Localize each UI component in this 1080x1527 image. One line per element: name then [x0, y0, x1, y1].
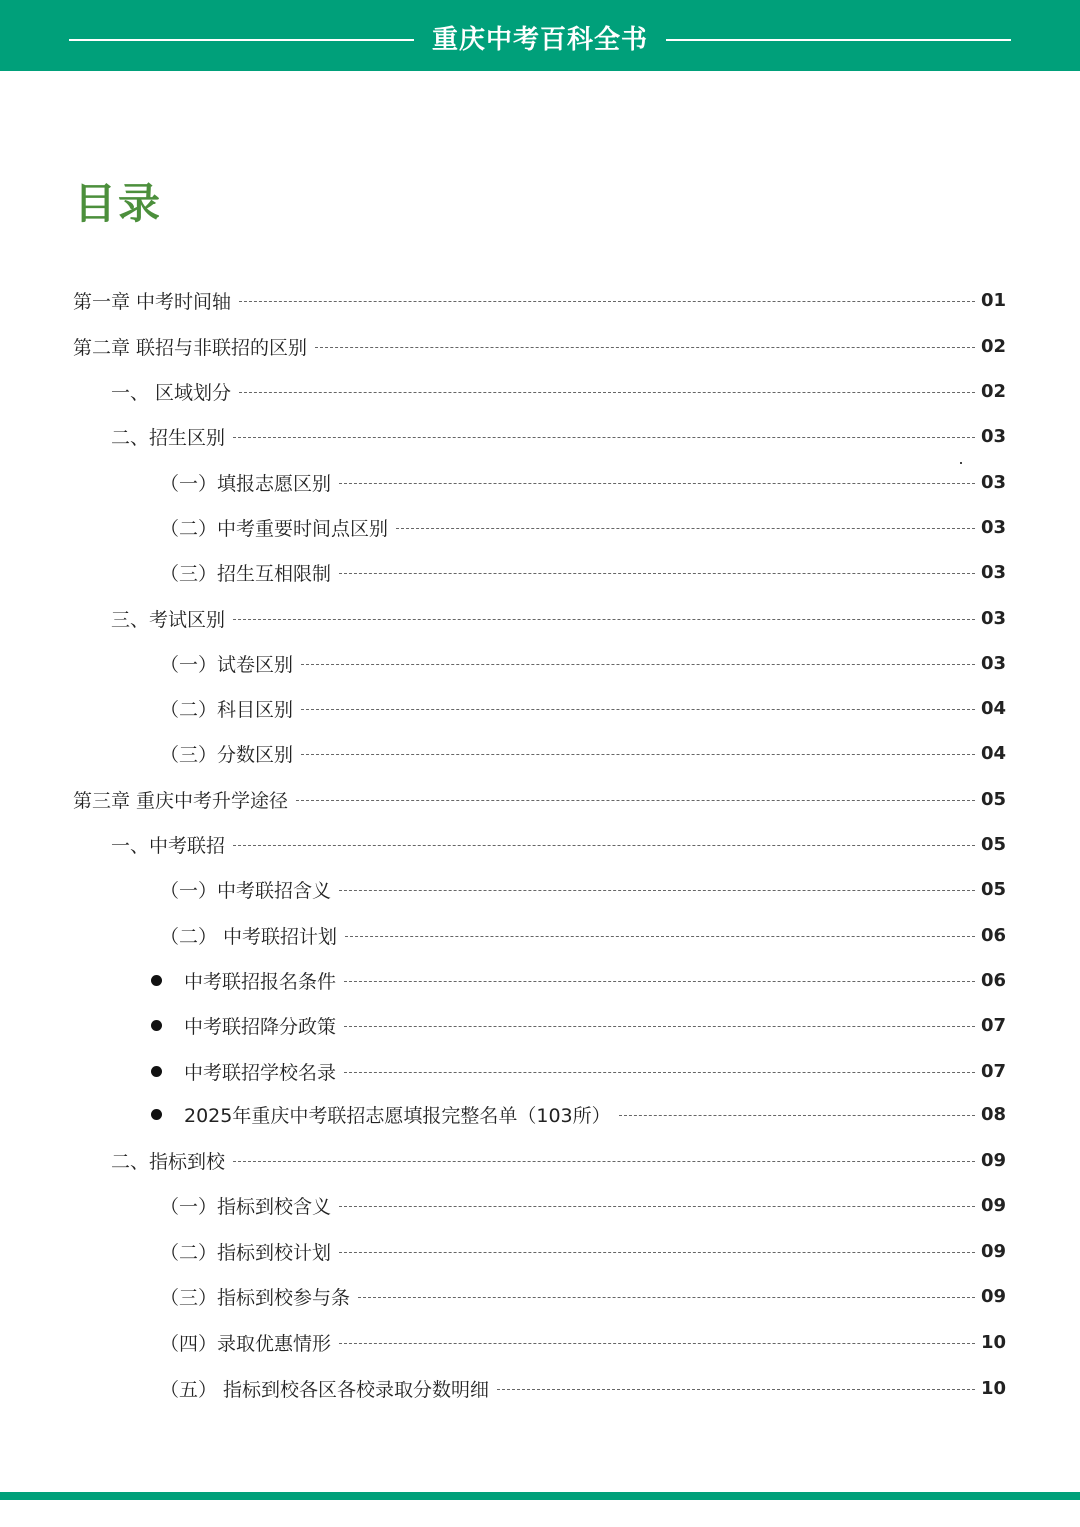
- toc-entry-page: 04: [981, 697, 1007, 719]
- toc-entry-page: 09: [981, 1285, 1007, 1307]
- toc-entry-title: 二、指标到校: [111, 1150, 226, 1173]
- header-title: 重庆中考百科全书: [431, 25, 648, 55]
- toc-entry[interactable]: [0, 645, 1080, 681]
- toc-entry[interactable]: [0, 418, 1080, 454]
- toc-entry[interactable]: [0, 871, 1080, 907]
- dotted-leader: [344, 981, 975, 982]
- dotted-leader: [315, 347, 975, 348]
- toc-entry-title: 一、 区域划分: [111, 381, 232, 404]
- toc-entry-title: 一、中考联招: [111, 834, 226, 857]
- toc-entry[interactable]: [0, 735, 1080, 771]
- toc-entry[interactable]: [0, 1007, 1080, 1043]
- dotted-leader: [301, 754, 975, 755]
- toc-entry[interactable]: [0, 282, 1080, 318]
- toc-entry-page: 03: [981, 607, 1007, 629]
- bullet-icon: [151, 1066, 162, 1077]
- dotted-leader: [344, 1026, 975, 1027]
- dotted-leader: [344, 1072, 975, 1073]
- toc-entry-title: 第二章 联招与非联招的区别: [73, 336, 308, 359]
- stray-dot: [960, 462, 962, 464]
- toc-entry-title: 中考联招报名条件: [184, 970, 337, 993]
- toc-entry-page: 03: [981, 425, 1007, 447]
- toc-entry-page: 03: [981, 516, 1007, 538]
- toc-entry[interactable]: [0, 554, 1080, 590]
- toc-entry-page: 10: [981, 1331, 1007, 1353]
- dotted-leader: [233, 1161, 975, 1162]
- toc-entry-page: 02: [981, 335, 1007, 357]
- dotted-leader: [301, 709, 975, 710]
- toc-entry-title: 二、招生区别: [111, 426, 226, 449]
- toc-entry-title: 2025年重庆中考联招志愿填报完整名单（103所）: [184, 1104, 611, 1127]
- toc-heading: 目录: [74, 179, 163, 228]
- toc-entry[interactable]: [0, 373, 1080, 409]
- bullet-icon: [151, 1109, 162, 1120]
- dotted-leader: [233, 619, 975, 620]
- dotted-leader: [239, 392, 975, 393]
- toc-entry-page: 06: [981, 924, 1007, 946]
- toc-entry[interactable]: [0, 690, 1080, 726]
- toc-entry[interactable]: [0, 1233, 1080, 1269]
- dotted-leader: [339, 573, 975, 574]
- toc-entry-title: 第一章 中考时间轴: [73, 290, 232, 313]
- dotted-leader: [233, 437, 975, 438]
- toc-entry[interactable]: [0, 917, 1080, 953]
- toc-entry-page: 10: [981, 1377, 1007, 1399]
- toc-entry[interactable]: [0, 328, 1080, 364]
- toc-entry-page: 03: [981, 652, 1007, 674]
- toc-entry[interactable]: [0, 962, 1080, 998]
- toc-entry[interactable]: [0, 1187, 1080, 1223]
- toc-entry[interactable]: [0, 1370, 1080, 1406]
- toc-entry[interactable]: [0, 600, 1080, 636]
- dotted-leader: [358, 1297, 975, 1298]
- toc-entry-page: 03: [981, 561, 1007, 583]
- toc-entry-title: （一）试卷区别: [160, 653, 294, 676]
- dotted-leader: [345, 936, 975, 937]
- toc-entry-page: 03: [981, 471, 1007, 493]
- toc-entry[interactable]: [0, 781, 1080, 817]
- toc-entry-page: 09: [981, 1149, 1007, 1171]
- dotted-leader: [339, 890, 975, 891]
- toc-entry-page: 01: [981, 289, 1007, 311]
- toc-entry-title: （三）招生互相限制: [160, 562, 332, 585]
- dotted-leader: [296, 800, 975, 801]
- toc-entry[interactable]: [0, 1324, 1080, 1360]
- dotted-leader: [339, 1252, 975, 1253]
- toc-entry-page: 05: [981, 878, 1007, 900]
- toc-entry-page: 05: [981, 833, 1007, 855]
- dotted-leader: [339, 1343, 975, 1344]
- toc-entry-page: 04: [981, 742, 1007, 764]
- header-rule-left: [69, 39, 414, 41]
- toc-entry-page: 08: [981, 1103, 1007, 1125]
- toc-entry-title: （二）指标到校计划: [160, 1241, 332, 1264]
- toc-entry[interactable]: [0, 1142, 1080, 1178]
- toc-entry-page: 05: [981, 788, 1007, 810]
- toc-entry-title: （一）指标到校含义: [160, 1195, 332, 1218]
- bullet-icon: [151, 1020, 162, 1031]
- toc-entry-page: 06: [981, 969, 1007, 991]
- toc-entry-title: 第三章 重庆中考升学途径: [73, 789, 289, 812]
- toc-entry-title: （一）中考联招含义: [160, 879, 332, 902]
- toc-entry-page: 09: [981, 1240, 1007, 1262]
- dotted-leader: [497, 1389, 975, 1390]
- toc-entry-title: （三）分数区别: [160, 743, 294, 766]
- toc-entry-title: 中考联招学校名录: [184, 1061, 337, 1084]
- dotted-leader: [339, 483, 975, 484]
- toc-entry-page: 07: [981, 1060, 1007, 1082]
- toc-entry-title: （五） 指标到校各区各校录取分数明细: [160, 1378, 490, 1401]
- dotted-leader: [339, 1206, 975, 1207]
- toc-entry-title: （四）录取优惠情形: [160, 1332, 332, 1355]
- toc-entry[interactable]: [0, 1096, 1080, 1132]
- header-band: [0, 0, 1080, 71]
- toc-entry[interactable]: [0, 826, 1080, 862]
- toc-entry-title: （二） 中考联招计划: [160, 925, 338, 948]
- toc-entry-page: 02: [981, 380, 1007, 402]
- toc-entry-title: （二）中考重要时间点区别: [160, 517, 389, 540]
- dotted-leader: [233, 845, 975, 846]
- bullet-icon: [151, 975, 162, 986]
- toc-entry-title: （二）科目区别: [160, 698, 294, 721]
- footer-band: [0, 1492, 1080, 1500]
- toc-entry-title: （一）填报志愿区别: [160, 472, 332, 495]
- toc-entry[interactable]: [0, 1278, 1080, 1314]
- dotted-leader: [301, 664, 975, 665]
- toc-entry-title: 中考联招降分政策: [184, 1015, 337, 1038]
- toc-entry-title: （三）指标到校参与条: [160, 1286, 351, 1309]
- toc-entry[interactable]: [0, 509, 1080, 545]
- dotted-leader: [239, 301, 975, 302]
- toc-entry[interactable]: [0, 1053, 1080, 1089]
- toc-entry-title: 三、考试区别: [111, 608, 226, 631]
- toc-entry-page: 07: [981, 1014, 1007, 1036]
- header-rule-right: [666, 39, 1011, 41]
- toc-entry[interactable]: [0, 464, 1080, 500]
- dotted-leader: [619, 1115, 975, 1116]
- toc-entry-page: 09: [981, 1194, 1007, 1216]
- dotted-leader: [396, 528, 975, 529]
